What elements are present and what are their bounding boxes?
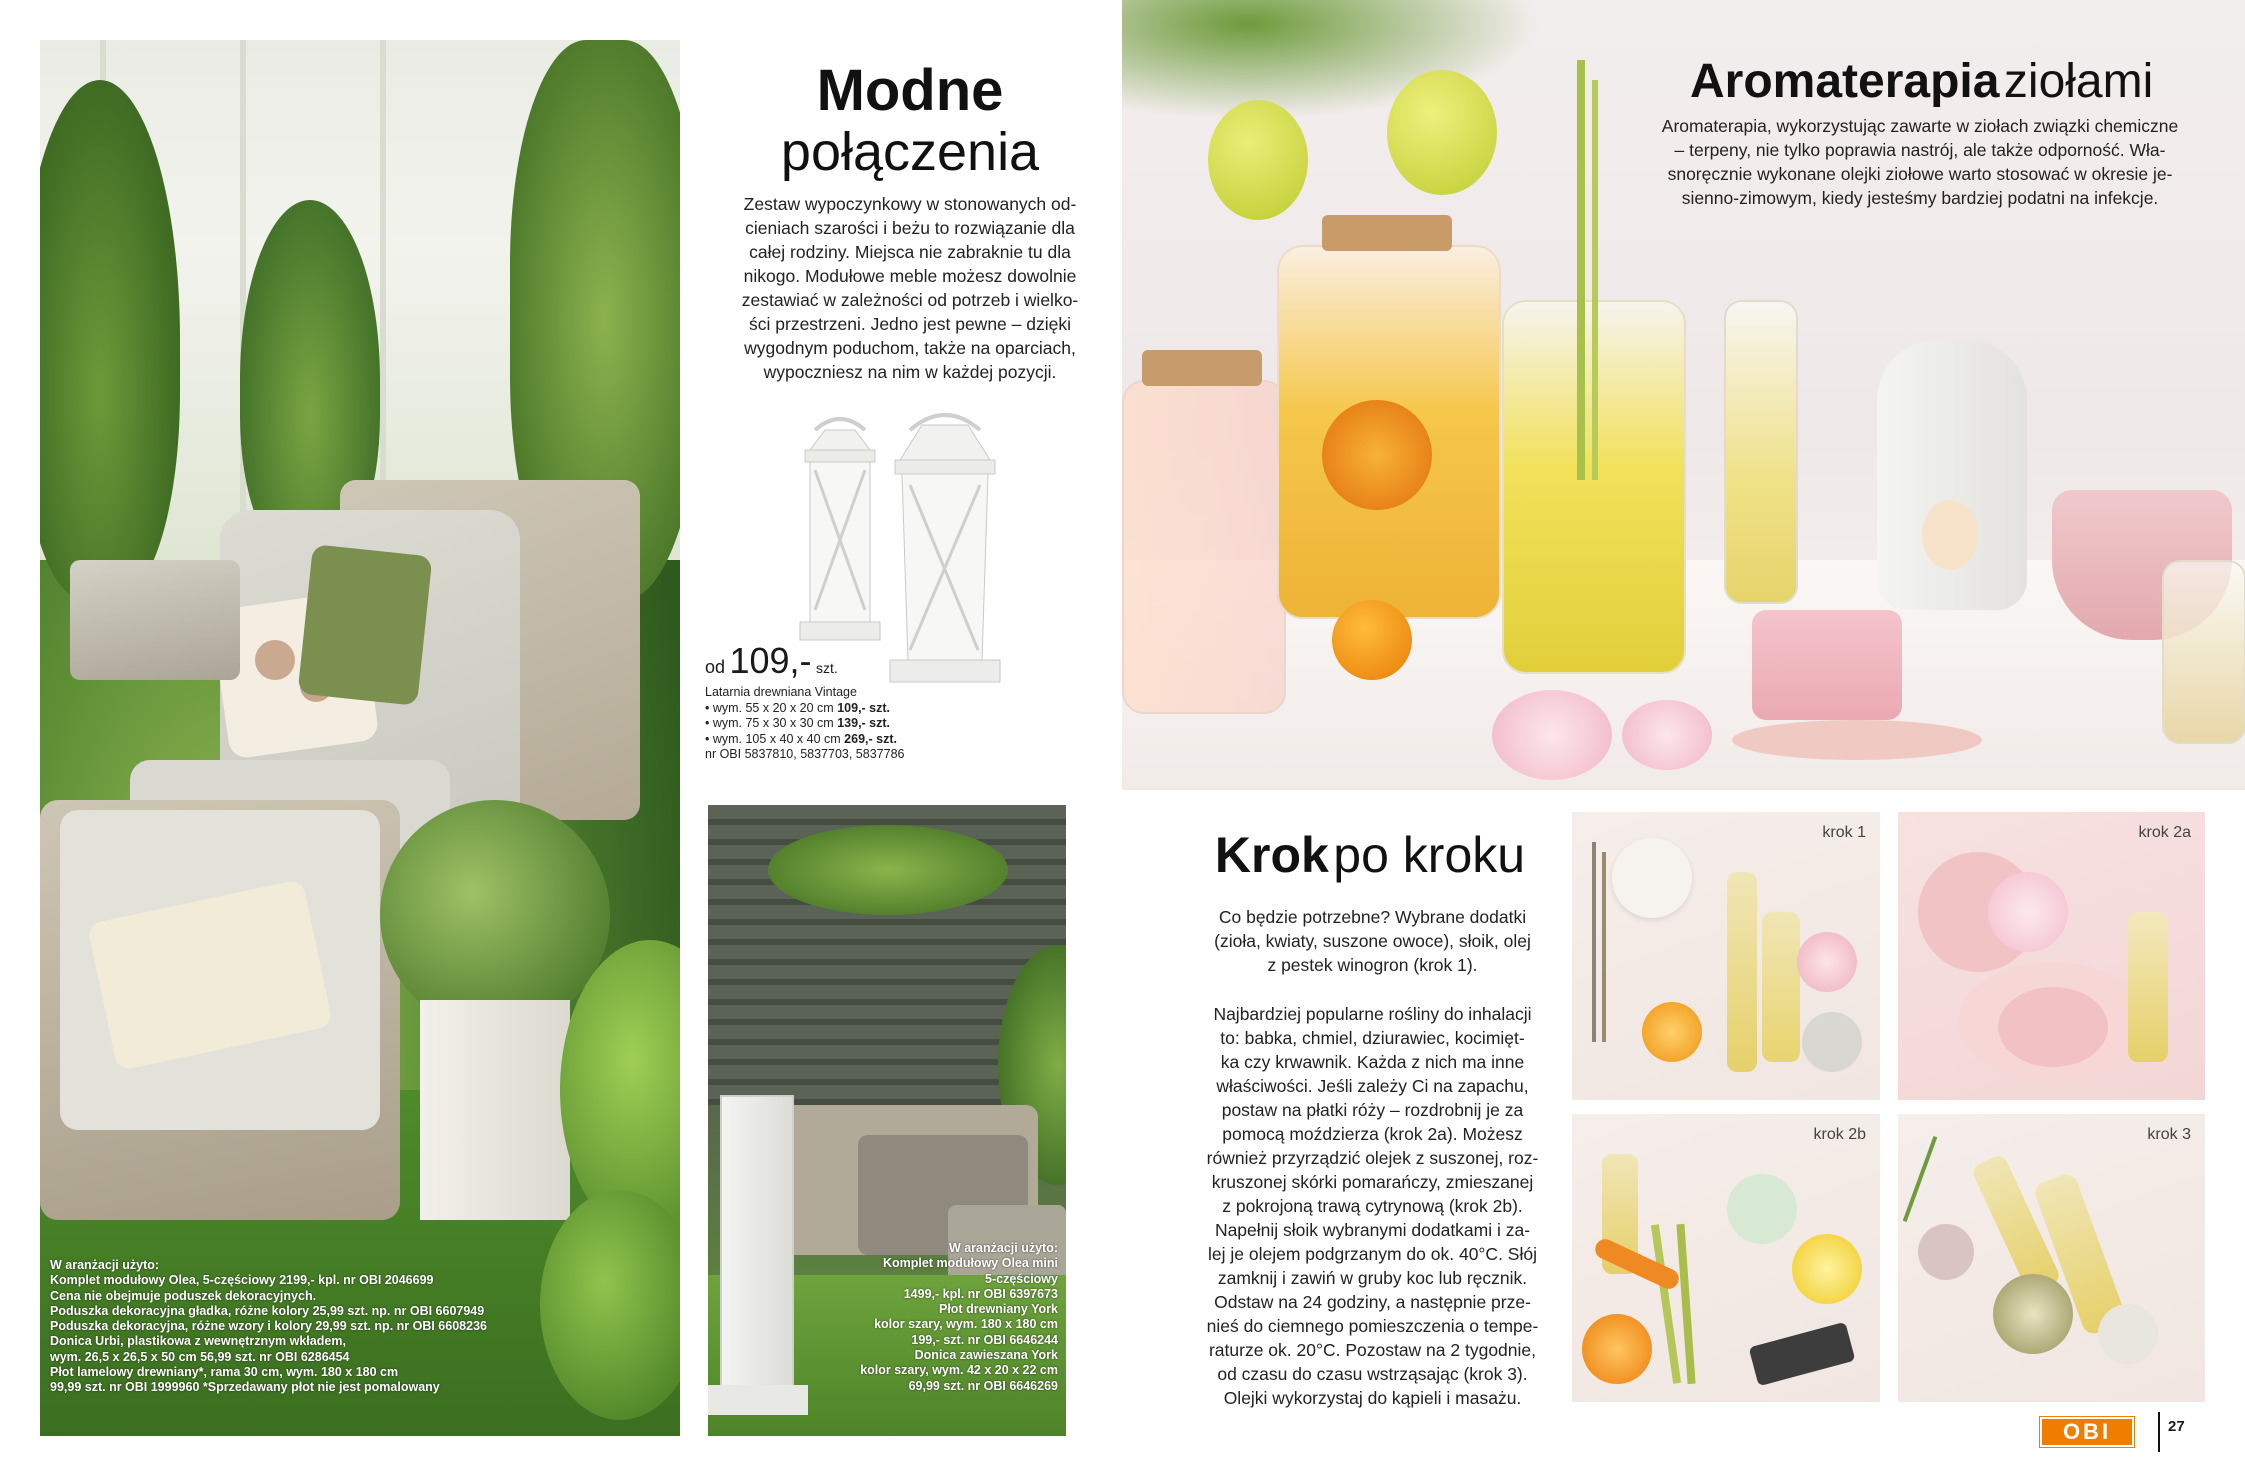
steps-line: kruszonej skórki pomarańczy, zmieszanej	[1211, 1172, 1534, 1192]
steps-line: Napełnij słoik wybranymi dodatkami i za-	[1214, 1220, 1531, 1240]
lantern-name: Latarnia drewniana Vintage	[705, 685, 857, 699]
patio-photo-caption	[818, 1241, 1058, 1394]
steps-line: od czasu do czasu wstrząsając (krok 3).	[1217, 1364, 1528, 1384]
caption-line: Donica Urbi, plastikowa z wewnętrznym wkładem,	[50, 1334, 346, 1349]
steps-text	[1180, 905, 1565, 1410]
intro-line: Zestaw wypoczynkowy w stonowanych od-	[743, 194, 1077, 214]
steps-line: raturze ok. 20°C. Pozostaw na 2 tygodnie,	[1208, 1340, 1537, 1360]
caption-line: Komplet modułowy Olea, 5-częściowy 2199,- kpl. nr OBI 2046699	[50, 1273, 434, 1288]
steps-line: również przyrządzić olejek z suszonej, roz-	[1206, 1148, 1539, 1168]
section-title-steps	[1170, 826, 1570, 884]
caption-line: W aranżacji użyto:	[50, 1258, 160, 1272]
large-lantern	[890, 415, 1000, 682]
title-bold: Modne	[816, 58, 1004, 123]
price-prefix: od	[705, 657, 726, 677]
intro-line: zestawiać w zależności od potrzeb i wielko-	[741, 290, 1079, 310]
title-light: połączenia	[780, 122, 1040, 182]
caption-line: wym. 26,5 x 26,5 x 50 cm 56,99 szt. nr OBI 6286454	[50, 1349, 350, 1364]
steps-line: lej je olejem podgrzanym do ok. 40°C. Słój	[1208, 1244, 1537, 1264]
title-light: po kroku	[1333, 827, 1526, 883]
caption-line: Cena nie obejmuje poduszek dekoracyjnych.	[50, 1288, 317, 1303]
step-label: krok 1	[1822, 824, 1866, 841]
price-unit: szt.	[816, 660, 838, 676]
size-price: 109,- szt.	[837, 700, 891, 715]
steps-line: ka czy krwawnik. Każda z nich ma inne	[1220, 1052, 1525, 1072]
lantern-size-row	[705, 732, 985, 748]
steps-line: to: babka, chmiel, dziurawiec, kocimięt-	[1220, 1028, 1525, 1048]
step-3-photo	[1898, 1114, 2205, 1402]
patio-photo	[708, 805, 1066, 1436]
step-2b-photo	[1572, 1114, 1880, 1402]
steps-line: Najbardziej popularne rośliny do inhalacji	[1213, 1004, 1532, 1024]
caption-line: Płot drewniany York	[938, 1302, 1058, 1317]
caption-line: Komplet modułowy Olea mini	[882, 1256, 1058, 1271]
size-price: 269,- szt.	[844, 731, 897, 746]
size-dim: • wym. 55 x 20 x 20 cm	[705, 700, 834, 715]
size-price: 139,- szt.	[837, 716, 891, 730]
step-label: krok 2a	[2138, 824, 2191, 841]
caption-line: 69,99 szt. nr OBI 6646269	[908, 1378, 1058, 1393]
caption-line: kolor szary, wym. 42 x 20 x 22 cm	[860, 1363, 1058, 1378]
steps-line: właściwości. Jeśli zależy Ci na zapachu,	[1216, 1076, 1529, 1096]
intro-line: – terpeny, nie tylko poprawia nastrój, ale także odporność. Wła-	[1674, 140, 2166, 160]
lantern-size-row	[705, 716, 985, 732]
intro-line: całej rodziny. Miejsca nie zabraknie tu dla	[749, 242, 1071, 262]
steps-line: Odstaw na 24 godziny, a następnie prze-	[1214, 1292, 1531, 1312]
title-bold: Krok	[1214, 827, 1329, 883]
lantern-codes: nr OBI 5837810, 5837703, 5837786	[705, 747, 905, 761]
caption-line: Poduszka dekoracyjna, różne wzory i kolory 29,99 szt. np. nr OBI 6608236	[50, 1319, 487, 1334]
steps-line: z pestek winogron (krok 1).	[1267, 955, 1478, 975]
page-divider	[2158, 1412, 2160, 1452]
lantern-size-row	[705, 701, 985, 717]
step-2a-photo	[1898, 812, 2205, 1100]
garden-photo-caption	[50, 1258, 650, 1396]
obi-logo: OBI	[2040, 1417, 2134, 1447]
modne-intro	[700, 192, 1120, 384]
intro-line: nikogo. Modułowe meble możesz dowolnie	[743, 266, 1077, 286]
steps-line: nieś do ciemnego pomieszczenia o tempe-	[1206, 1316, 1539, 1336]
section-title-modne	[700, 60, 1120, 182]
price-value: 109,-	[729, 640, 812, 681]
steps-line: z pokrojoną trawą cytrynową (krok 2b).	[1222, 1196, 1523, 1216]
intro-line: wypoczniesz na nim w każdej pozycji.	[763, 362, 1057, 382]
garden-sofa-photo	[40, 40, 680, 1436]
intro-line: sienno-zimowym, kiedy jesteśmy bardziej podatni na infekcje.	[1681, 188, 2159, 208]
step-1-photo	[1572, 812, 1880, 1100]
intro-line: wygodnym poduchom, także na oparciach,	[744, 338, 1076, 358]
aroma-intro	[1640, 114, 2200, 210]
lantern-price	[705, 640, 838, 682]
steps-line: (zioła, kwiaty, suszone owoce), słoik, olej	[1214, 931, 1531, 951]
title-bold: Aromaterapia	[1690, 55, 2000, 108]
step-label: krok 3	[2147, 1126, 2191, 1143]
caption-line: kolor szary, wym. 180 x 180 cm	[874, 1317, 1058, 1332]
steps-line: zamknij i zawiń w gruby koc lub ręcznik.	[1217, 1268, 1528, 1288]
intro-line: ści przestrzeni. Jedno jest pewne – dzięki	[749, 314, 1071, 334]
caption-line: W aranżacji użyto:	[948, 1241, 1058, 1255]
intro-line: Aromaterapia, wykorzystując zawarte w ziołach związki chemiczne	[1661, 116, 2179, 136]
title-light: ziołami	[2003, 55, 2154, 108]
step-label: krok 2b	[1813, 1126, 1866, 1143]
lantern-details	[705, 685, 985, 763]
caption-line: 1499,- kpl. nr OBI 6397673	[903, 1286, 1058, 1301]
small-lantern	[800, 419, 880, 640]
caption-line: Poduszka dekoracyjna gładka, różne kolory 25,99 szt. np. nr OBI 6607949	[50, 1303, 485, 1318]
size-dim: • wym. 105 x 40 x 40 cm	[705, 731, 841, 746]
page-number: 27	[2168, 1418, 2185, 1435]
steps-line: pomocą moździerza (krok 2a). Możesz	[1222, 1124, 1523, 1144]
steps-line: Co będzie potrzebne? Wybrane dodatki	[1218, 907, 1527, 927]
caption-line: Płot lamelowy drewniany*, rama 30 cm, wym. 180 x 180 cm	[50, 1365, 399, 1380]
section-title-aroma	[1690, 54, 2170, 109]
steps-line: postaw na płatki róży – rozdrobnij je za	[1221, 1100, 1524, 1120]
size-dim: • wym. 75 x 30 x 30 cm	[705, 716, 834, 730]
steps-line: Olejki wykorzystaj do kąpieli i masażu.	[1223, 1388, 1522, 1408]
intro-line: cieniach szarości i beżu to rozwiązanie dla	[745, 218, 1075, 238]
intro-line: snoręcznie wykonane olejki ziołowe warto stosować w okresie je-	[1667, 164, 2173, 184]
caption-line: 5-częściowy	[985, 1271, 1058, 1286]
caption-line: 99,99 szt. nr OBI 1999960 *Sprzedawany płot nie jest pomalowany	[50, 1380, 440, 1395]
caption-line: Donica zawieszana York	[914, 1348, 1058, 1363]
caption-line: 199,- szt. nr OBI 6646244	[911, 1332, 1058, 1347]
